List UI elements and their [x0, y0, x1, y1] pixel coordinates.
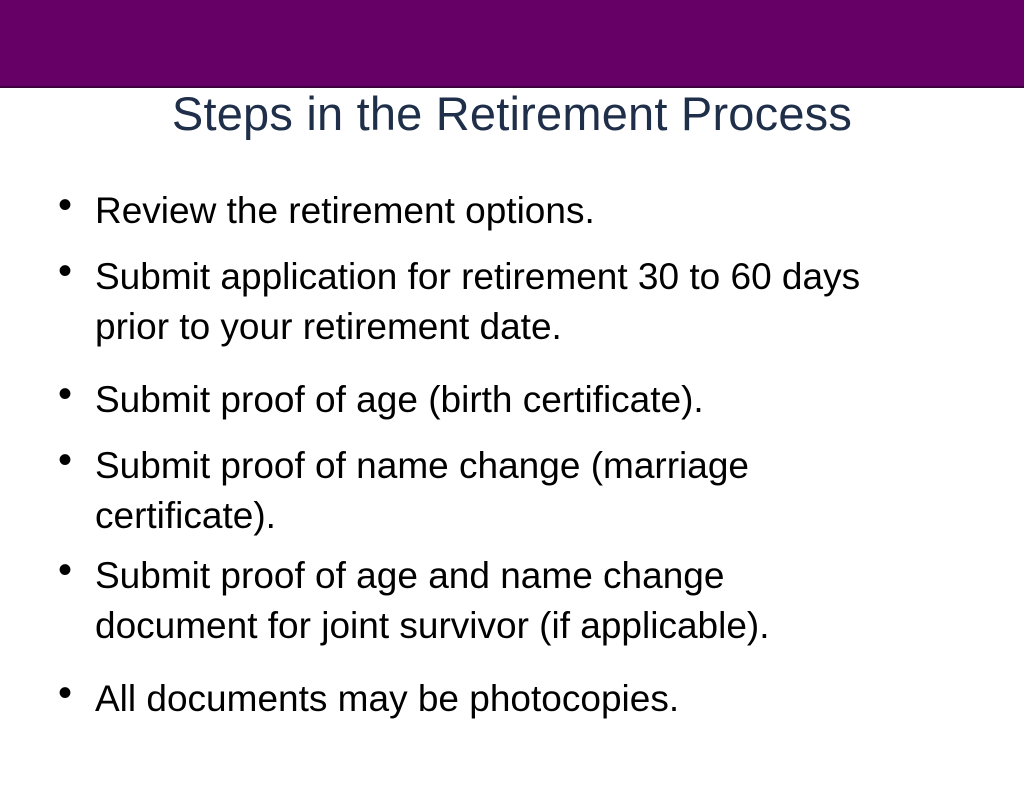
bullet-line: Submit proof of age and name change	[95, 555, 725, 596]
bullet-item-review-options	[58, 183, 998, 236]
header-band	[0, 0, 1024, 88]
bullet-line: All documents may be photocopies.	[95, 678, 680, 719]
bullet-line: Submit proof of name change (marriage	[95, 445, 750, 486]
bullet-dot-icon: •	[58, 548, 73, 592]
bullet-line: document for joint survivor (if applicable).	[95, 605, 770, 646]
bullet-item-photocopies	[58, 671, 998, 724]
bullet-dot-icon: •	[58, 249, 73, 293]
bullet-line: Submit application for retirement 30 to 60 days	[95, 256, 861, 297]
slide-title: Steps in the Retirement Process	[171, 87, 853, 140]
bullet-line: prior to your retirement date.	[95, 306, 562, 347]
bullet-line: Review the retirement options.	[95, 190, 595, 231]
bullet-dot-icon: •	[58, 183, 73, 227]
bullet-dot-icon: •	[58, 671, 73, 715]
bullet-item-joint-survivor-documents	[58, 548, 998, 651]
bullet-dot-icon: •	[58, 372, 73, 416]
bullet-item-proof-of-name-change	[58, 438, 998, 541]
bullet-line: certificate).	[95, 495, 276, 536]
bullet-line: Submit proof of age (birth certificate).	[95, 379, 704, 420]
bullet-item-submit-application	[58, 249, 998, 352]
bullet-dot-icon: •	[58, 438, 73, 482]
bullet-item-proof-of-age	[58, 372, 998, 425]
